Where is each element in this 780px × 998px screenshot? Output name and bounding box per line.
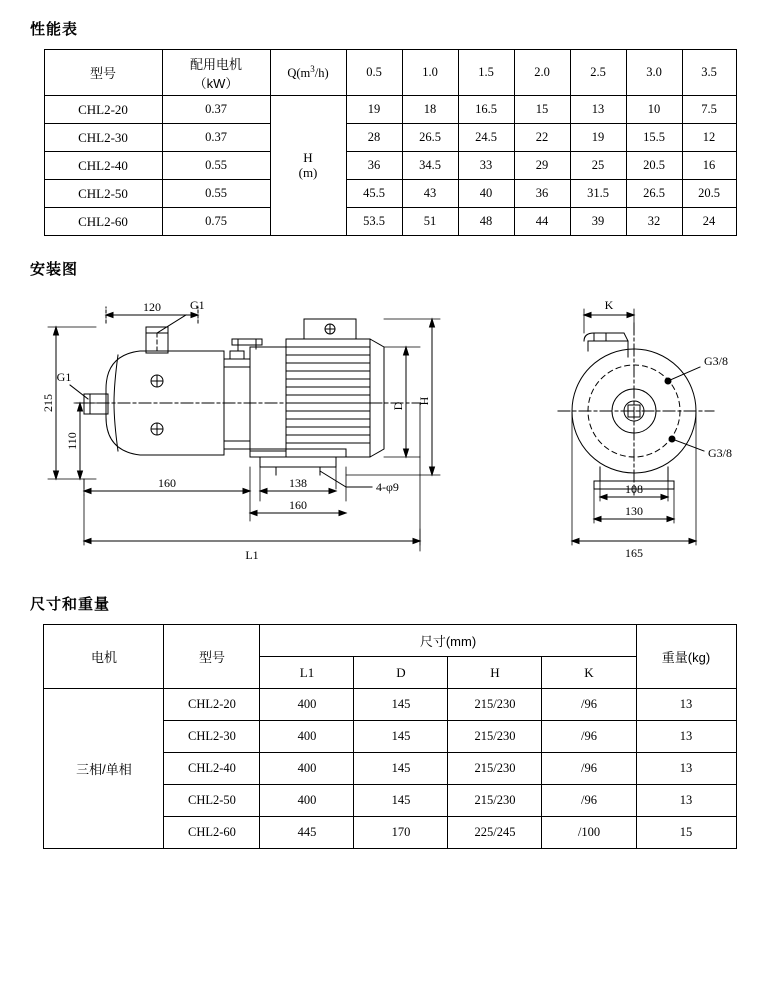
dim-header-motor: 电机 [44,625,164,689]
label-108: 108 [625,482,643,496]
row-model: CHL2-20 [44,96,162,124]
drawing-labels [41,298,732,562]
label-g1-top: G1 [190,298,205,312]
table-row [44,50,736,96]
dim-row-d: 145 [354,753,448,785]
dim-row-l1: 400 [260,785,354,817]
leader-g1-left [70,385,88,399]
foot-bolts [276,467,320,475]
suction-flange [90,394,108,414]
table-row [44,124,736,152]
label-160b: 160 [289,498,307,512]
dim-row-weight: 15 [636,817,736,849]
row-motor: 0.55 [162,180,270,208]
arrow [404,347,409,355]
row-value: 16 [682,152,736,180]
arrow [594,517,601,522]
label-g1-left: G1 [56,370,72,384]
adapter-lug [230,351,244,359]
dim-header-d: D [354,657,448,689]
label-l1: L1 [245,548,259,562]
row-value: 26.5 [402,124,458,152]
label-215: 215 [41,394,55,412]
row-model: CHL2-60 [44,208,162,236]
header-head-h: H [303,149,313,165]
dim-row-model: CHL2-30 [164,721,260,753]
arrow [84,539,91,544]
pump-adapter [224,359,250,449]
arrow [78,471,83,479]
leader-g1-top [157,315,186,333]
header-flow-3: 2.0 [514,50,570,96]
dim-row-h: 215/230 [448,785,542,817]
row-value: 28 [346,124,402,152]
header-motor-line2: （kW） [193,75,239,91]
header-flow-0: 0.5 [346,50,402,96]
front-terminal-ribs [594,333,606,341]
arrow [413,539,420,544]
motor-foot [260,457,336,467]
dim-row-d: 145 [354,689,448,721]
arrow [243,489,250,494]
motor-base-plate [250,449,346,457]
header-head [270,96,346,236]
row-value: 45.5 [346,180,402,208]
header-flow-sup: 3 [310,63,315,74]
dim-row-d: 170 [354,817,448,849]
dim-header-size: 尺寸(mm) [260,625,636,657]
header-flow-5: 3.0 [626,50,682,96]
installation-drawing [28,289,752,579]
arrow [191,313,198,318]
row-value: 51 [402,208,458,236]
label-130: 130 [625,504,643,518]
row-value: 22 [514,124,570,152]
arrow [430,467,435,475]
label-g38-bottom: G3/8 [708,446,732,460]
dim-motor-value: 三相/单相 [44,689,164,849]
performance-section-title: 性能表 [30,21,79,38]
dim-row-h: 215/230 [448,753,542,785]
installation-section [28,258,752,579]
arrow [404,449,409,457]
dimension-section-title: 尺寸和重量 [30,596,111,613]
dim-row-h: 225/245 [448,817,542,849]
row-motor: 0.55 [162,152,270,180]
row-value: 40 [458,180,514,208]
ext-l1 [84,495,420,545]
dim-row-model: CHL2-60 [164,817,260,849]
label-g38-top: G3/8 [704,354,728,368]
dimension-table [43,624,736,849]
label-165: 165 [625,546,643,560]
header-motor [162,50,270,96]
row-value: 16.5 [458,96,514,124]
dim-row-k: /96 [542,689,636,721]
row-value: 29 [514,152,570,180]
dim-row-model: CHL2-40 [164,753,260,785]
header-flow-unit: /h) [314,66,329,81]
pump-drawing-svg [28,289,752,579]
table-row [44,96,736,124]
label-160a: 160 [158,476,176,490]
row-value: 10 [626,96,682,124]
arrow [667,517,674,522]
dim-row-d: 145 [354,785,448,817]
row-value: 53.5 [346,208,402,236]
dim-row-weight: 13 [636,785,736,817]
arrow [84,489,91,494]
dim-row-weight: 13 [636,721,736,753]
row-model: CHL2-40 [44,152,162,180]
arrow [339,511,346,516]
dim-row-model: CHL2-50 [164,785,260,817]
header-motor-line1: 配用电机 [189,56,242,72]
leader-g38-top [668,367,700,381]
row-value: 15 [514,96,570,124]
table-row [44,180,736,208]
arrow [78,403,83,411]
performance-section [28,18,752,236]
row-motor: 0.37 [162,96,270,124]
row-value: 36 [514,180,570,208]
dimension-section [28,593,752,849]
adapter-ribs [224,367,250,441]
dim-row-weight: 13 [636,689,736,721]
arrow [572,539,579,544]
dim-header-k: K [542,657,636,689]
row-model: CHL2-30 [44,124,162,152]
arrow [250,511,257,516]
row-value: 26.5 [626,180,682,208]
header-flow-6: 3.5 [682,50,736,96]
arrow [430,319,435,327]
row-value: 48 [458,208,514,236]
dim-header-l1: L1 [260,657,354,689]
arrow [661,495,668,500]
row-value: 44 [514,208,570,236]
dim-header-h: H [448,657,542,689]
motor-fan-cover [370,339,384,457]
label-d: D [391,401,405,411]
performance-table [44,49,737,236]
row-value: 24 [682,208,736,236]
label-h: H [417,396,431,406]
motor-adapter-flange [250,347,286,451]
row-value: 24.5 [458,124,514,152]
dim-row-k: /96 [542,785,636,817]
dim-header-model: 型号 [164,625,260,689]
body-bolt-lower-cross [152,424,162,434]
header-flow [270,50,346,96]
dim-header-weight: 重量(kg) [636,625,736,689]
row-motor: 0.37 [162,124,270,152]
dim-row-k: /96 [542,753,636,785]
row-value: 20.5 [682,180,736,208]
dim-row-k: /100 [542,817,636,849]
row-value: 15.5 [626,124,682,152]
dim-row-l1: 445 [260,817,354,849]
row-value: 33 [458,152,514,180]
row-value: 13 [570,96,626,124]
dim-row-l1: 400 [260,721,354,753]
dim-row-h: 215/230 [448,721,542,753]
row-value: 43 [402,180,458,208]
row-value: 19 [570,124,626,152]
row-value: 32 [626,208,682,236]
row-model: CHL2-50 [44,180,162,208]
row-value: 12 [682,124,736,152]
discharge-flange [232,339,262,345]
row-value: 31.5 [570,180,626,208]
arrow [260,489,267,494]
arrow [54,471,59,479]
row-value: 7.5 [682,96,736,124]
header-flow-2: 1.5 [458,50,514,96]
row-motor: 0.75 [162,208,270,236]
label-k: K [604,298,614,312]
g38-bottom-point [669,436,675,442]
arrow [54,327,59,335]
row-value: 36 [346,152,402,180]
header-flow-4: 2.5 [570,50,626,96]
row-value: 25 [570,152,626,180]
row-value: 19 [346,96,402,124]
row-value: 34.5 [402,152,458,180]
body-bolt-upper-cross [152,376,162,386]
arrow [106,313,113,318]
installation-section-title: 安装图 [30,261,79,278]
motor-body [286,339,370,457]
dim-row-model: CHL2-20 [164,689,260,721]
label-110: 110 [65,432,79,450]
dim-row-l1: 400 [260,689,354,721]
row-value: 20.5 [626,152,682,180]
dim-row-h: 215/230 [448,689,542,721]
header-head-unit: (m) [298,164,318,180]
table-row [44,208,736,236]
table-row [44,689,736,721]
dim-row-weight: 13 [636,753,736,785]
label-120: 120 [143,300,161,314]
dim-row-d: 145 [354,721,448,753]
arrow [584,313,591,318]
g38-top-point [665,378,671,384]
header-model: 型号 [44,50,162,96]
motor-fins [286,347,370,443]
label-holes: 4-φ9 [376,480,399,494]
row-value: 39 [570,208,626,236]
table-row [44,152,736,180]
arrow [627,313,634,318]
header-flow-1: 1.0 [402,50,458,96]
header-flow-q: Q(m [287,66,311,81]
arrow [689,539,696,544]
dim-row-l1: 400 [260,753,354,785]
arrow [600,495,607,500]
row-value: 18 [402,96,458,124]
arrow [329,489,336,494]
table-row [44,625,736,657]
label-138: 138 [289,476,307,490]
dim-row-k: /96 [542,721,636,753]
